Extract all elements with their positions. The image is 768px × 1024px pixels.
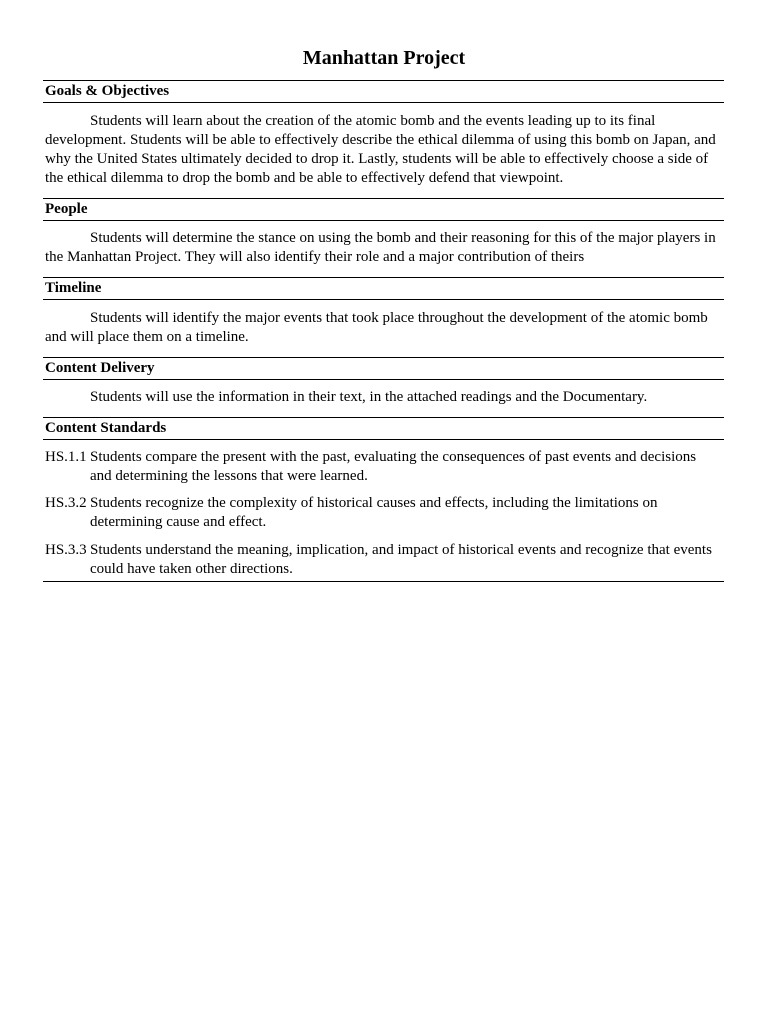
document-title: Manhattan Project bbox=[302, 47, 466, 69]
standards-list bbox=[43, 440, 724, 582]
section-content-delivery bbox=[43, 357, 724, 418]
paragraph-line: Students will learn about the creation of the atomic bomb and the events leading up to its final bbox=[90, 112, 656, 129]
section-heading-content-standards: Content Standards bbox=[43, 417, 724, 440]
section-heading-timeline: Timeline bbox=[43, 277, 724, 300]
paragraph-line: why the United States ultimately decided to drop it. Lastly, students will be able to effectively choose a side of bbox=[45, 150, 709, 167]
section-body-timeline bbox=[43, 300, 724, 357]
paragraph-line: Students will use the information in their text, in the attached readings and the Documentary. bbox=[90, 389, 648, 405]
paragraph-line: Students will determine the stance on using the bomb and their reasoning for this of the major players in bbox=[90, 230, 716, 246]
lesson-sections bbox=[43, 80, 724, 582]
standard-text-line: could have taken other directions. bbox=[90, 560, 293, 577]
paragraph-line: the ethical dilemma to drop the bomb and be able to effectively defend that viewpoint. bbox=[45, 169, 564, 186]
section-heading-goals-objectives: Goals & Objectives bbox=[43, 80, 724, 103]
standard-item bbox=[45, 494, 724, 532]
standard-text-line: determining cause and effect. bbox=[90, 514, 267, 530]
paragraph-line: the Manhattan Project. They will also identify their role and a major contribution of theirs bbox=[45, 249, 585, 265]
section-people bbox=[43, 198, 724, 278]
section-body-goals-objectives bbox=[43, 103, 724, 198]
section-goals-objectives bbox=[43, 80, 724, 198]
paragraph-line: and will place them on a timeline. bbox=[45, 328, 249, 345]
standard-item bbox=[45, 541, 724, 579]
standard-text-line: and determining the lessons that were learned. bbox=[90, 467, 368, 484]
standard-code: HS.3.2 bbox=[45, 495, 87, 511]
paragraph-line: development. Students will be able to effectively describe the ethical dilemma of using this bomb on Japan, and bbox=[45, 131, 716, 148]
standard-code: HS.3.3 bbox=[45, 541, 87, 558]
standard-text-line: Students compare the present with the past, evaluating the consequences of past events and decisions bbox=[90, 448, 697, 465]
standard-text-line: Students understand the meaning, implication, and impact of historical events and recognize that events bbox=[90, 541, 712, 558]
section-body-content-delivery bbox=[43, 380, 724, 418]
section-body-people bbox=[43, 221, 724, 278]
standard-text-line: Students recognize the complexity of historical causes and effects, including the limitations on bbox=[90, 495, 658, 511]
section-heading-content-delivery: Content Delivery bbox=[43, 357, 724, 380]
section-timeline bbox=[43, 277, 724, 357]
standard-code: HS.1.1 bbox=[45, 448, 87, 465]
standard-item bbox=[45, 448, 724, 486]
section-content-standards bbox=[43, 417, 724, 582]
section-heading-people: People bbox=[43, 198, 724, 221]
paragraph-line: Students will identify the major events that took place throughout the development of the atomic bomb bbox=[90, 309, 708, 326]
